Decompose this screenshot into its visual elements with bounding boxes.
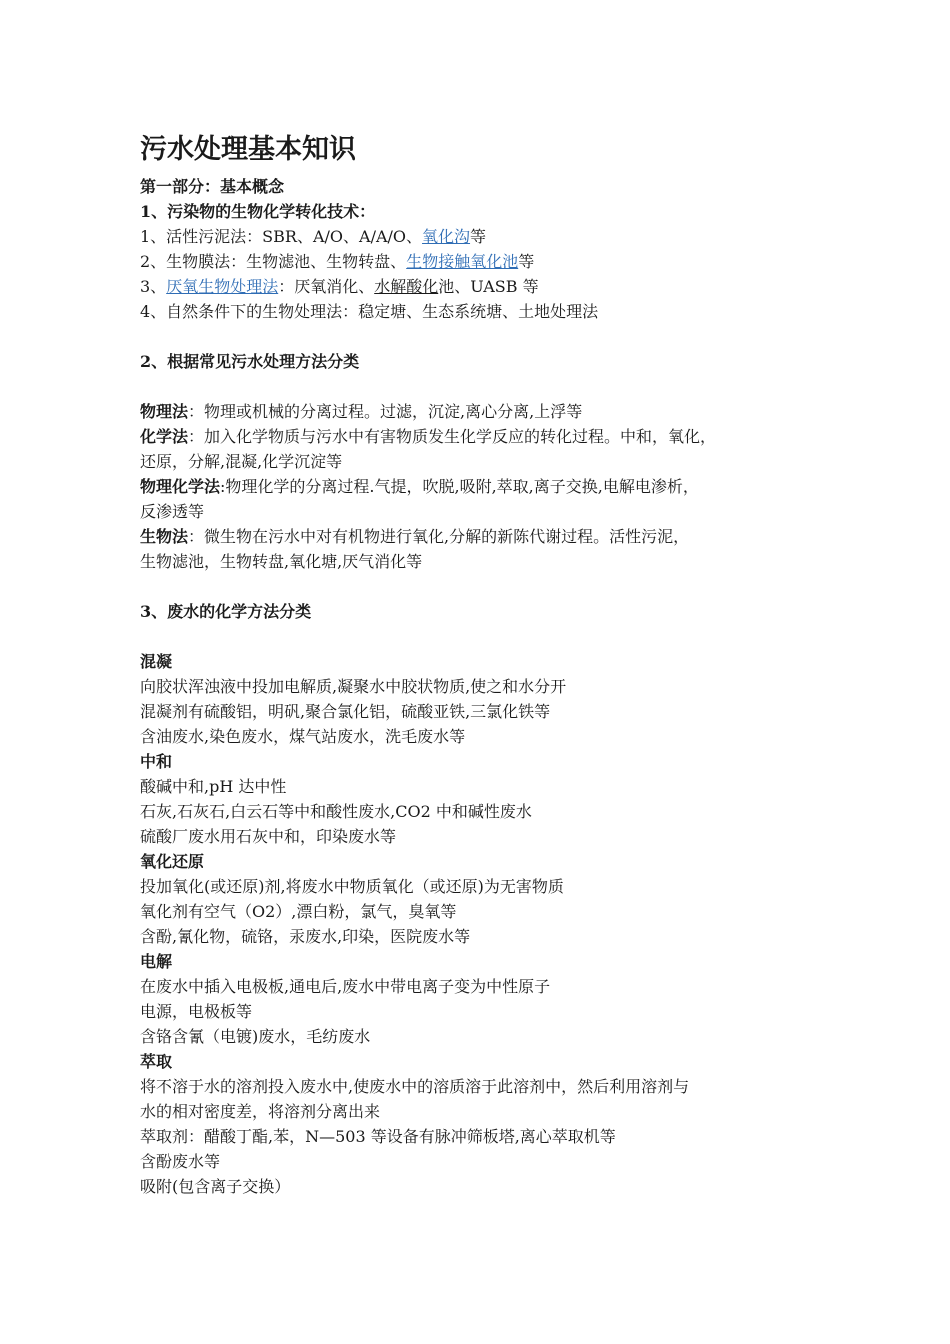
- bio-method-cont: 生物滤池，生物转盘,氧化塘,厌气消化等: [140, 552, 423, 571]
- extraction-line: 水的相对密度差，将溶剂分离出来: [140, 1102, 381, 1121]
- redox-line: 投加氧化(或还原)剂,将废水中物质氧化（或还原)为无害物质: [140, 877, 564, 896]
- hydrolysis-acidification-text: 水解酸化: [374, 277, 439, 296]
- bio-label: 生物法: [140, 527, 189, 546]
- redox-heading: 氧化还原: [140, 852, 205, 871]
- extraction-line: 将不溶于水的溶剂投入废水中,使废水中的溶质溶于此溶剂中，然后利用溶剂与: [140, 1077, 690, 1096]
- item-mid: ：厌氧消化、: [278, 277, 375, 296]
- section1-heading: 1、污染物的生物化学转化技术：: [140, 202, 376, 221]
- chemical-method: [140, 424, 840, 449]
- neutralization-line: 硫酸厂废水用石灰中和，印染废水等: [140, 827, 397, 846]
- coagulation-line: 混凝剂有硫酸铝，明矾,聚合氯化铝，硫酸亚铁,三氯化铁等: [140, 702, 551, 721]
- coagulation-line: 向胶状浑浊液中投加电解质,凝聚水中胶状物质,使之和水分开: [140, 677, 567, 696]
- list-item-biofilm: [140, 249, 840, 274]
- neutralization-line: 酸碱中和,pH 达中性: [140, 777, 287, 796]
- chemical-method-cont: 还原，分解,混凝,化学沉淀等: [140, 452, 343, 471]
- list-item-activated-sludge: [140, 224, 840, 249]
- part1-heading: 第一部分：基本概念: [140, 177, 285, 196]
- contact-oxidation-link[interactable]: 生物接触氧化池: [406, 252, 519, 271]
- extraction-line: 萃取剂：醋酸丁酯,苯，N—503 等设备有脉冲筛板塔,离心萃取机等: [140, 1127, 616, 1146]
- item-text: 2、生物膜法：生物滤池、生物转盘、: [140, 252, 407, 271]
- physical-label: 物理法: [140, 402, 189, 421]
- physical-text: ：物理或机械的分离过程。过滤，沉淀,离心分离,上浮等: [188, 402, 583, 421]
- page-title: 污水处理基本知识: [140, 134, 356, 165]
- electrolysis-line: 电源，电极板等: [140, 1002, 253, 1021]
- neutralization-line: 石灰,石灰石,白云石等中和酸性废水,CO2 中和碱性废水: [140, 802, 532, 821]
- item-tail: 等: [470, 227, 487, 246]
- electrolysis-line: 在废水中插入电极板,通电后,废水中带电离子变为中性原子: [140, 977, 551, 996]
- neutralization-heading: 中和: [140, 752, 173, 771]
- chemical-label: 化学法: [140, 427, 189, 446]
- oxidation-ditch-link[interactable]: 氧化沟: [422, 227, 471, 246]
- section3-heading: 3、废水的化学方法分类: [140, 602, 312, 621]
- physical-method: [140, 399, 840, 424]
- list-item-anaerobic: [140, 274, 840, 299]
- extraction-line: 含酚废水等: [140, 1152, 221, 1171]
- extraction-heading: 萃取: [140, 1052, 173, 1071]
- bio-method: [140, 524, 840, 549]
- item-text: 1、活性污泥法：SBR、A/O、A/A/O、: [140, 227, 423, 246]
- electrolysis-line: 含铬含氰（电镀)废水，毛纺废水: [140, 1027, 371, 1046]
- chemical-text: ：加入化学物质与污水中有害物质发生化学反应的转化过程。中和，氧化，: [188, 427, 717, 446]
- electrolysis-heading: 电解: [140, 952, 173, 971]
- coagulation-heading: 混凝: [140, 652, 173, 671]
- redox-line: 氧化剂有空气（O2）,漂白粉，氯气，臭氧等: [140, 902, 457, 921]
- physchem-label: 物理化学法: [140, 477, 221, 496]
- item-tail: 池、UASB 等: [438, 277, 539, 296]
- anaerobic-treatment-link[interactable]: 厌氧生物处理法: [166, 277, 279, 296]
- section2-heading: 2、根据常见污水处理方法分类: [140, 352, 360, 371]
- physchem-text: :物理化学的分离过程.气提，吹脱,吸附,萃取,离子交换,电解电渗析，: [220, 477, 699, 496]
- document-content: [140, 130, 840, 1199]
- list-item-natural: 4、自然条件下的生物处理法：稳定塘、生态系统塘、土地处理法: [140, 302, 599, 321]
- bio-text: ：微生物在污水中对有机物进行氧化,分解的新陈代谢过程。活性污泥，: [188, 527, 690, 546]
- item-prefix: 3、: [140, 277, 167, 296]
- coagulation-line: 含油废水,染色废水，煤气站废水，洗毛废水等: [140, 727, 466, 746]
- item-tail: 等: [518, 252, 535, 271]
- physchem-method: [140, 474, 840, 499]
- redox-line: 含酚,氰化物，硫铬，汞废水,印染，医院废水等: [140, 927, 471, 946]
- adsorption-line: 吸附(包含离子交换）: [140, 1177, 291, 1196]
- physchem-method-cont: 反渗透等: [140, 502, 205, 521]
